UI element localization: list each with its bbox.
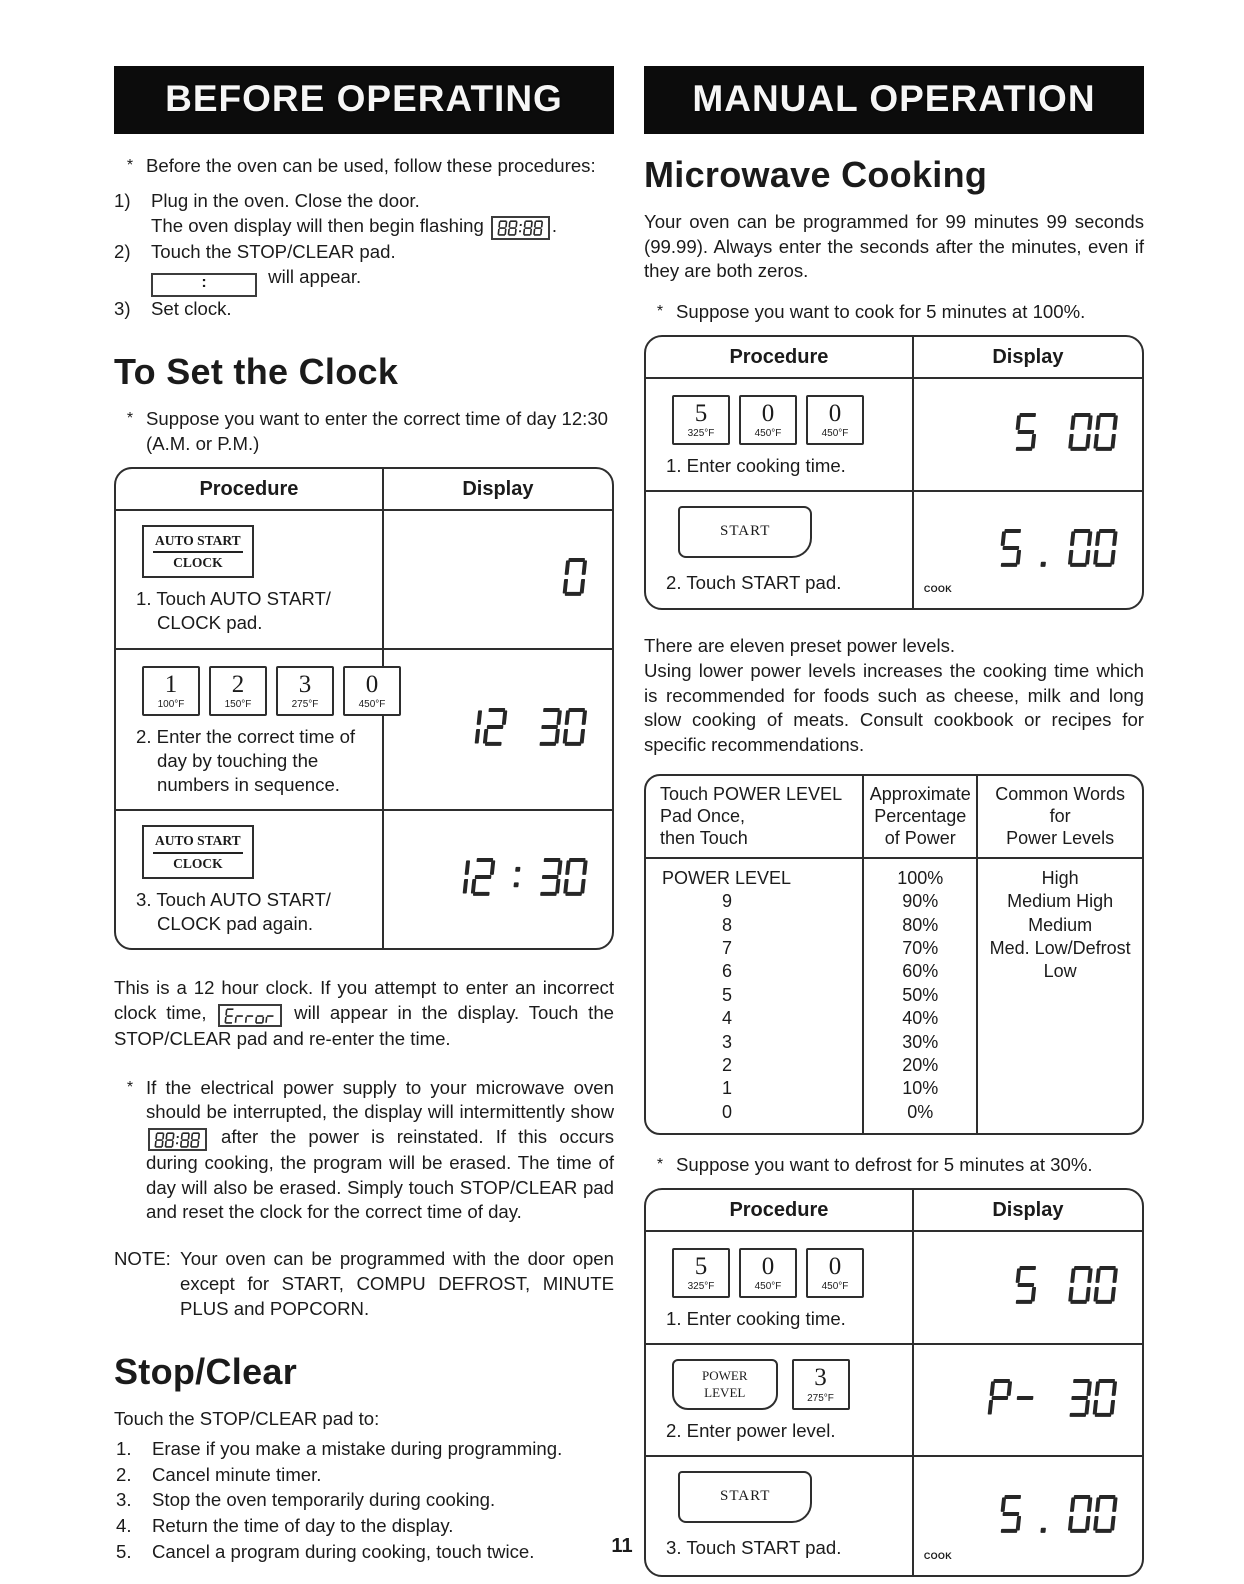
note-label: NOTE: [114, 1248, 171, 1270]
row-caption: 1. Touch AUTO START/ CLOCK pad. [136, 588, 331, 634]
note-text: Your oven can be programmed with the door open except for START, COMPU DEFROST, MINUTE PLUS and POPCORN. [180, 1248, 614, 1319]
step2-line2: : will appear. [151, 265, 614, 297]
power-level-table [644, 774, 1144, 1135]
defrost-example-bullet: * Suppose you want to defrost for 5 minutes at 30%. [656, 1154, 1093, 1176]
row-caption: 1. Enter cooking time. [666, 1308, 846, 1330]
clock-note-paragraph: This is a 12 hour clock. If you attempt to enter an incorrect clock time, will appear in the display. Touch the STOP/CLEAR pad and re-enter the time. [114, 977, 615, 1049]
step1-line1: Plug in the oven. Close the door. [151, 189, 420, 211]
cook-procedure-table [644, 335, 1144, 610]
col-header-percentage: Approximate Percentage of Power [864, 776, 978, 857]
clock-row-2 [116, 648, 612, 810]
col-header-touch-power-level: Touch POWER LEVEL Pad Once, then Touch [646, 776, 864, 857]
cook-indicator: COOK [923, 584, 953, 595]
setup-step-2: 2) Touch the STOP/CLEAR pad. : will appear. [114, 240, 614, 297]
number-key-0: 0 450°F [806, 395, 864, 445]
number-key-3: 3 275°F [792, 1359, 850, 1409]
cook-example-bullet: * Suppose you want to cook for 5 minutes at 100%. [656, 301, 1086, 323]
clock-procedure-table [114, 467, 614, 950]
row-caption: 3. Touch START pad. [666, 1536, 842, 1558]
power-levels-paragraph: There are eleven preset power levels. Using lower power levels increases the cooking time which is recommended for foods such as cheese, milk and long slow cooking of meats. Consult cookbook or recipes for specific recommendations. [644, 635, 1144, 756]
number-key-5: 5 325°F [672, 395, 730, 445]
autostart-clock-pad: AUTO START CLOCK [142, 825, 254, 878]
number-key-0: 0 450°F [739, 1248, 797, 1298]
number-keys [672, 1248, 900, 1298]
setup-step-1: 1) Plug in the oven. Close the door. The oven display will then begin flashing . [114, 189, 614, 240]
heading-microwave-cooking: Microwave Cooking [644, 154, 988, 195]
cook-row-2 [646, 490, 1142, 608]
number-keys [142, 666, 386, 716]
number-key-0: 0 450°F [739, 395, 797, 445]
col-header-display: Display [462, 477, 534, 500]
number-keys [672, 395, 900, 445]
col-header-common-words: Common Words for Power Levels [995, 783, 1125, 848]
power-table-body [646, 859, 1142, 1133]
step1-line2: The oven display will then begin flashing . [151, 214, 614, 240]
section-header-label: MANUAL OPERATION [692, 78, 1096, 119]
col-header-display: Display [992, 1198, 1064, 1221]
table-header-row [646, 1190, 1142, 1230]
seven-segment-display [384, 648, 612, 810]
start-pad: START [678, 1471, 812, 1523]
number-key-0: 0 450°F [343, 666, 401, 716]
number-key-3: 3 275°F [276, 666, 334, 716]
inline-display-8888 [491, 216, 550, 239]
intro-bullet [114, 154, 614, 179]
row-caption: 2. Enter power level. [666, 1419, 836, 1441]
seven-segment-display [914, 1230, 1142, 1343]
power-level-column: POWER LEVEL 9 8 7 6 5 4 3 2 1 0 [646, 859, 864, 1133]
defrost-row-1 [646, 1230, 1142, 1343]
seven-segment-display [384, 509, 612, 648]
clock-row-1 [116, 509, 612, 648]
clock-row-3 [116, 809, 612, 948]
section-header-label: BEFORE OPERATING [165, 78, 563, 119]
number-key-5: 5 325°F [672, 1248, 730, 1298]
power-interruption-bullet: * If the electrical power supply to your microwave oven should be interrupted, the display will intermittently show after the power is reinstated. If this occurs during cooking, the program will be erased. The time of day will also be erased. Simply touch STOP/CLEAR pad and reset the clock for the correct time of day. [126, 1076, 615, 1223]
power-table-header [646, 776, 1142, 859]
row-caption: 1. Enter cooking time. [666, 455, 846, 477]
row-caption: 3. Touch AUTO START/ CLOCK pad again. [136, 888, 331, 934]
power-level-pad: POWER LEVEL [672, 1359, 778, 1410]
list-item: 3. Stop the oven temporarily during cooking. [116, 1489, 496, 1511]
col-header-procedure: Procedure [116, 469, 384, 509]
defrost-procedure-table [644, 1188, 1144, 1577]
seven-segment-display [914, 377, 1142, 490]
intro-text: Before the oven can be used, follow these procedures: [146, 155, 596, 176]
stopclear-intro: Touch the STOP/CLEAR pad to: [114, 1408, 380, 1430]
col-header-display: Display [992, 345, 1064, 368]
clock-bullet: * Suppose you want to enter the correct time of day 12:30 (A.M. or P.M.) [126, 408, 609, 455]
microwave-cooking-paragraph: Your oven can be programmed for 99 minutes 99 seconds (99.99). Always enter the seconds after the minutes, even if they are both zeros. [644, 211, 1144, 282]
page-number: 11 [611, 1535, 633, 1557]
inline-display-8888 [148, 1128, 207, 1151]
note-block [114, 1247, 614, 1321]
section-header-manual-operation [644, 66, 1144, 134]
table-header-row [116, 469, 612, 509]
common-words-column: High Medium High Medium Med. Low/Defrost Low [989, 867, 1131, 982]
percentage-column: 100% 90% 80% 70% 60% 50% 40% 30% 20% 10% 0% [864, 859, 978, 1133]
cook-indicator: COOK [923, 1551, 953, 1562]
number-key-1: 1 100°F [142, 666, 200, 716]
inline-display-error [218, 1004, 282, 1027]
step2-line1: Touch the STOP/CLEAR pad. [151, 240, 396, 262]
seven-segment-display [914, 1343, 1142, 1455]
seven-segment-display [384, 809, 612, 948]
left-column [114, 66, 614, 1577]
number-key-2: 2 150°F [209, 666, 267, 716]
heading-to-set-the-clock: To Set the Clock [114, 351, 399, 393]
row-caption: 2. Touch START pad. [666, 571, 842, 593]
section-header-before-operating [114, 66, 614, 134]
start-pad: START [678, 506, 812, 558]
inline-display-blank-colon: : [151, 273, 257, 297]
col-header-procedure: Procedure [646, 337, 914, 377]
bullet-star: * [126, 157, 134, 174]
number-key-0: 0 450°F [806, 1248, 864, 1298]
list-item: 2. Cancel minute timer. [116, 1463, 322, 1485]
defrost-row-2 [646, 1343, 1142, 1455]
list-item: 5. Cancel a program during cooking, touch twice. [116, 1540, 535, 1562]
right-column [644, 66, 1144, 1577]
table-header-row [646, 337, 1142, 377]
seven-segment-display [914, 490, 1142, 608]
list-item: 1. Erase if you make a mistake during programming. [116, 1437, 563, 1459]
heading-stop-clear: Stop/Clear [114, 1351, 298, 1393]
list-item: 4. Return the time of day to the display. [116, 1514, 454, 1536]
row-caption: 2. Enter the correct time of day by touching the numbers in sequence. [136, 725, 356, 796]
cook-row-1 [646, 377, 1142, 490]
col-header-procedure: Procedure [646, 1190, 914, 1230]
autostart-clock-pad: AUTO START CLOCK [142, 525, 254, 578]
setup-step-3: 3) Set clock. [114, 297, 232, 319]
